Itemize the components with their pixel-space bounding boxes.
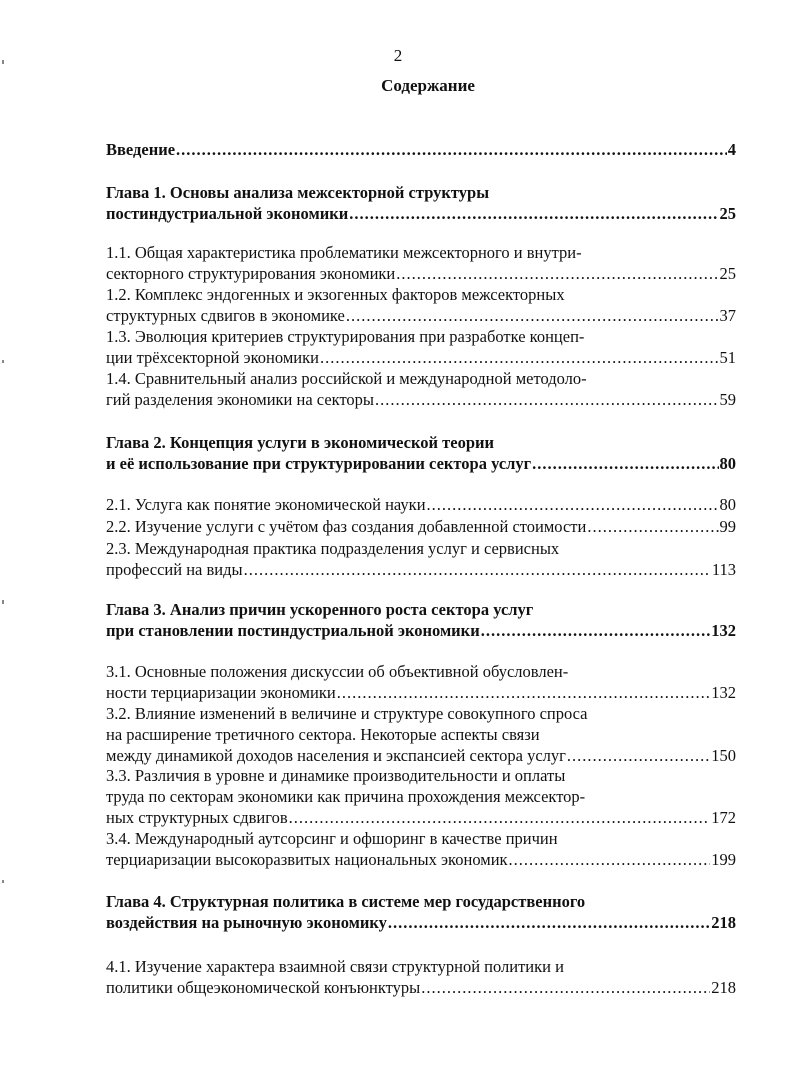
toc-section-entry[interactable] [106, 746, 736, 766]
page-ref: 80 [719, 495, 736, 514]
section-title-line: труда по секторам экономики как причина прохождения межсектор- [106, 787, 586, 806]
dot-leader [421, 978, 710, 998]
section-title-line: 3.2. Влияние изменений в величине и структуре совокупного спроса [106, 704, 588, 723]
toc-section-entry[interactable] [106, 683, 736, 703]
dot-leader [349, 204, 718, 224]
toc-section-entry[interactable] [106, 390, 736, 410]
entry-title: политики общеэкономической конъюнктуры [106, 978, 421, 997]
dot-leader [587, 517, 718, 537]
dot-leader [388, 913, 710, 933]
entry-title: секторного структурирования экономики [106, 264, 396, 283]
entry-title: между динамикой доходов населения и экспансией сектора услуг [106, 746, 566, 765]
entry-title: и её использование при структурировании сектора услуг [106, 454, 532, 473]
section-title-line: 1.1. Общая характеристика проблематики межсекторного и внутри- [106, 243, 582, 262]
section-title-line: 3.3. Различия в уровне и динамике производительности и оплаты [106, 766, 566, 785]
toc-section-entry[interactable] [106, 560, 736, 580]
dot-leader [567, 746, 710, 766]
toc-chapter-entry[interactable] [106, 204, 736, 224]
dot-leader [481, 621, 711, 641]
dot-leader [532, 454, 718, 474]
page-ref: 218 [711, 978, 736, 997]
dot-leader [337, 683, 711, 703]
page-ref: 25 [719, 264, 736, 283]
dot-leader [320, 348, 719, 368]
section-title-line: 1.4. Сравнительный анализ российской и международной методоло- [106, 369, 587, 388]
toc-chapter-entry[interactable] [106, 140, 736, 160]
toc-section-entry[interactable] [106, 495, 736, 515]
page-ref: 37 [719, 306, 736, 325]
page-ref: 113 [711, 560, 736, 579]
section-title-line: 3.1. Основные положения дискуссии об объективной обусловлен- [106, 662, 569, 681]
entry-title: при становлении постиндустриальной экономики [106, 621, 480, 640]
dot-leader [375, 390, 718, 410]
toc-chapter-entry[interactable] [106, 913, 736, 933]
toc-section-entry[interactable] [106, 850, 736, 870]
page-ref: 132 [711, 621, 736, 640]
entry-title: ности терциаризации экономики [106, 683, 336, 702]
dot-leader [176, 140, 727, 160]
section-title-line: 2.3. Международная практика подразделения услуг и сервисных [106, 539, 560, 558]
left-margin-mark [2, 360, 4, 363]
toc-section-entry[interactable] [106, 264, 736, 284]
page-ref: 80 [719, 454, 736, 473]
entry-title: терциаризации высокоразвитых национальных экономик [106, 850, 508, 869]
chapter-title-line: Глава 1. Основы анализа межсекторной структуры [106, 183, 490, 202]
section-title-line: 3.4. Международный аутсорсинг и офшоринг в качестве причин [106, 829, 558, 848]
page-ref: 59 [719, 390, 736, 409]
entry-title: Введение [106, 140, 176, 159]
page-ref: 199 [711, 850, 736, 869]
entry-title: 2.2. Изучение услуги с учётом фаз создания добавленной стоимости [106, 517, 587, 536]
dot-leader [289, 808, 711, 828]
section-title-line: 4.1. Изучение характера взаимной связи структурной политики и [106, 957, 564, 976]
entry-title: ных структурных сдвигов [106, 808, 288, 827]
left-margin-mark [2, 60, 4, 64]
page-ref: 150 [711, 746, 736, 765]
page-ref: 99 [719, 517, 736, 536]
page-number: 2 [393, 46, 403, 65]
entry-title: гий разделения экономики на секторы [106, 390, 375, 409]
page-ref: 4 [727, 140, 736, 159]
toc-section-entry[interactable] [106, 978, 736, 998]
section-title-line: 1.2. Комплекс эндогенных и экзогенных факторов межсекторных [106, 285, 565, 304]
toc-section-entry[interactable] [106, 808, 736, 828]
chapter-title-line: Глава 2. Концепция услуги в экономической теории [106, 433, 495, 452]
toc-section-entry[interactable] [106, 348, 736, 368]
section-title-line: на расширение третичного сектора. Некоторые аспекты связи [106, 725, 540, 744]
toc-chapter-entry[interactable] [106, 454, 736, 474]
entry-title: профессий на виды [106, 560, 243, 579]
dot-leader [509, 850, 711, 870]
dot-leader [427, 495, 719, 515]
toc-section-entry[interactable] [106, 517, 736, 537]
dot-leader [396, 264, 718, 284]
entry-title: ции трёхсекторной экономики [106, 348, 319, 367]
page-title: Содержание [381, 76, 475, 95]
left-margin-mark [2, 600, 4, 604]
entry-title: структурных сдвигов в экономике [106, 306, 345, 325]
left-margin-mark [2, 880, 4, 883]
page-ref: 51 [719, 348, 736, 367]
page-ref: 132 [711, 683, 736, 702]
section-title-line: 1.3. Эволюция критериев структурирования при разработке концеп- [106, 327, 585, 346]
dot-leader [346, 306, 719, 326]
toc-section-entry[interactable] [106, 306, 736, 326]
toc-chapter-entry[interactable] [106, 621, 736, 641]
dot-leader [244, 560, 711, 580]
chapter-title-line: Глава 3. Анализ причин ускоренного роста сектора услуг [106, 600, 534, 619]
entry-title: воздействия на рыночную экономику [106, 913, 387, 932]
page-ref: 172 [711, 808, 736, 827]
page-ref: 218 [711, 913, 736, 932]
chapter-title-line: Глава 4. Структурная политика в системе мер государственного [106, 892, 586, 911]
entry-title: 2.1. Услуга как понятие экономической науки [106, 495, 426, 514]
page-ref: 25 [719, 204, 736, 223]
entry-title: постиндустриальной экономики [106, 204, 349, 223]
